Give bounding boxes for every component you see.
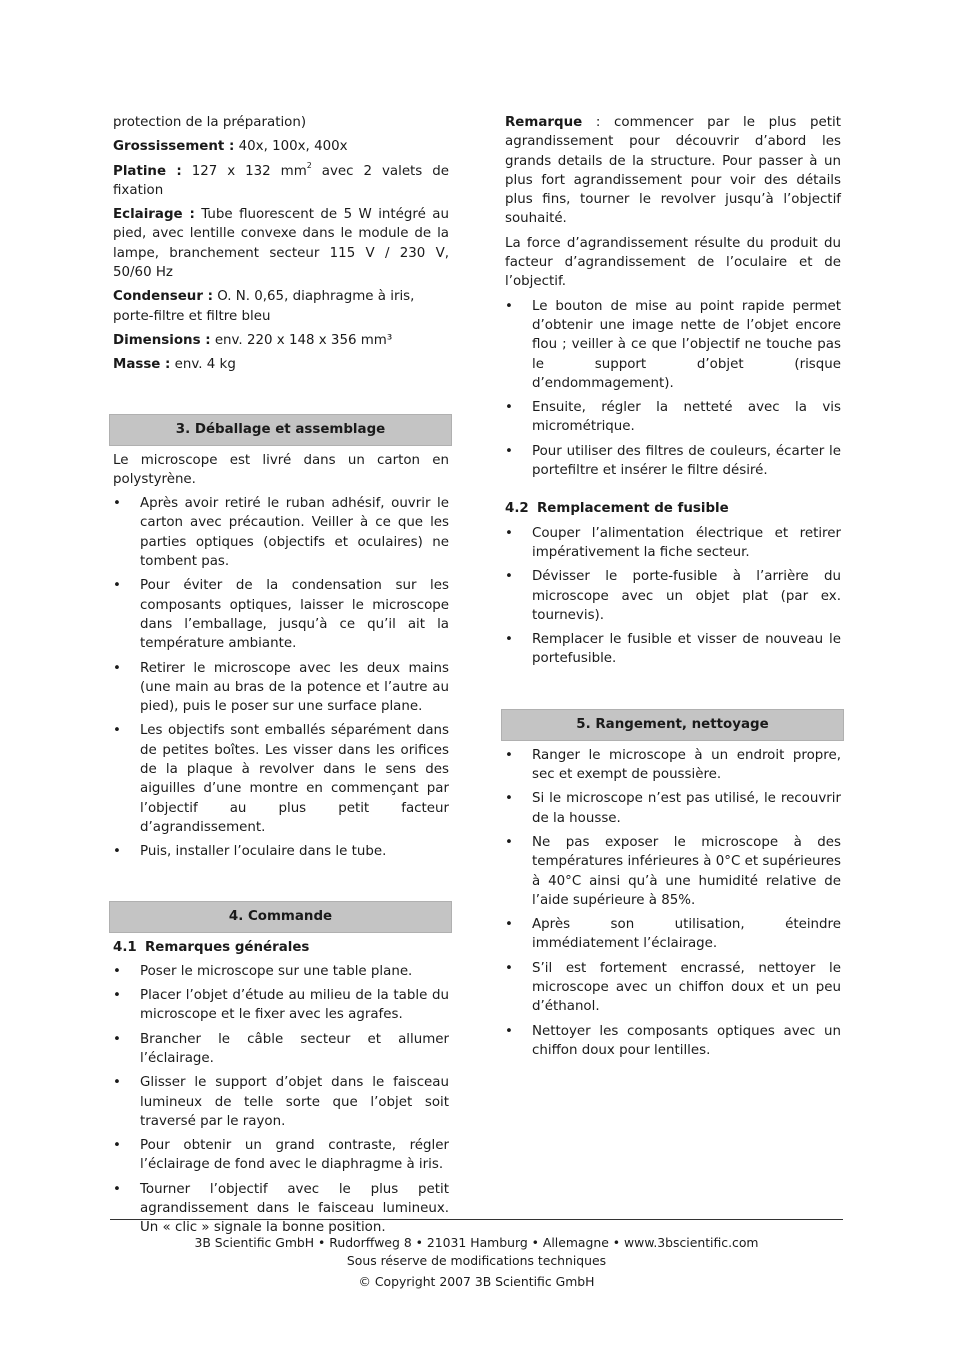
spec-stage	[113, 162, 449, 201]
footer-notice: Sous réserve de modifications techniques	[346, 1252, 607, 1268]
list-item: • Poser le microscope sur une table plane.	[113, 962, 449, 981]
spec-label: Platine :	[113, 163, 182, 179]
list-item: • Après avoir retiré le ruban adhésif, ouvrir le carton avec précaution. Veiller à ce que les parties optiques (objectifs et oculaires) ne tombent pas.	[113, 494, 449, 571]
right-column	[505, 113, 841, 1065]
section-5-list	[505, 746, 841, 1060]
section-4-heading: 4. Commande	[109, 901, 452, 933]
spec-magnification	[113, 137, 449, 156]
spec-dimensions	[113, 331, 449, 350]
footer-address: 3B Scientific GmbH • Rudorffweg 8 • 21031 Hamburg • Allemagne • www.3bscientific.com	[194, 1235, 759, 1250]
list-item: • Puis, installer l’oculaire dans le tube.	[113, 842, 449, 861]
remark-paragraph	[505, 113, 841, 229]
left-column	[113, 113, 449, 1243]
section-5-heading: 5. Rangement, nettoyage	[501, 709, 844, 741]
intro-line: protection de la préparation)	[113, 115, 307, 130]
spec-value: 40x, 100x, 400x	[234, 139, 348, 155]
spec-condenser	[113, 287, 449, 326]
list-item: • Couper l’alimentation électrique et retirer impérativement la fiche secteur.	[505, 524, 841, 563]
footer-divider	[110, 1219, 843, 1220]
spec-superscript: 2	[306, 161, 312, 171]
spec-label: Dimensions :	[113, 332, 211, 348]
focus-list	[505, 297, 841, 481]
spec-value-after: avec 2 valets de fixation	[113, 163, 449, 198]
list-item: • Brancher le câble secteur et allumer l’éclairage.	[113, 1030, 449, 1069]
section-4-1-list	[113, 962, 449, 1238]
spec-value: 127 x 132 mm	[181, 163, 307, 179]
spec-value: Tube fluorescent de 5 W intégré au pied, avec lentille convexe dans le module de la lampe, branchement secteur 115 V / 230 V, 50/60 Hz	[113, 207, 449, 281]
section-3-list	[113, 494, 449, 861]
subsection-4-1-heading	[113, 938, 449, 957]
subsection-number: 4.1	[113, 939, 137, 955]
spec-label: Condenseur :	[113, 289, 213, 305]
spec-mass	[113, 355, 449, 374]
fuse-list	[505, 524, 841, 669]
spec-label: Masse :	[113, 357, 171, 373]
list-item: • S’il est fortement encrassé, nettoyer le microscope avec un chiffon doux et un peu d’éthanol.	[505, 959, 841, 1017]
subsection-4-2-heading	[505, 499, 841, 518]
list-item: • Ensuite, régler la netteté avec la vis micrométrique.	[505, 398, 841, 437]
list-item: • Nettoyer les composants optiques avec un chiffon doux pour lentilles.	[505, 1022, 841, 1061]
magnification-paragraph: La force d’agrandissement résulte du produit du facteur d’agrandissement de l’oculaire et de l’objectif.	[505, 235, 841, 290]
list-item: • Dévisser le porte-fusible à l’arrière du microscope avec un objet plat (par ex. tournevis).	[505, 567, 841, 625]
list-item: • Les objectifs sont emballés séparément dans de petites boîtes. Les visser dans les orifices de la plaque à revolver dans le sens des aiguilles d’une montre en commençant par l’objectif au plus petit facteur d’agrandissement.	[113, 721, 449, 837]
remark-label: Remarque	[505, 115, 583, 130]
list-item: • Ne pas exposer le microscope à des températures inférieures à 0°C et supérieures à 40°C ainsi qu’à une humidité relative de l’aide supérieure à 85%.	[505, 833, 841, 910]
list-item: • Pour éviter de la condensation sur les composants optiques, laisser le microscope dans l’emballage, jusqu’à ce qu’il ait la température ambiante.	[113, 576, 449, 653]
subsection-title: Remarques générales	[145, 939, 310, 955]
subsection-title: Remplacement de fusible	[537, 501, 729, 517]
list-item: • Après son utilisation, éteindre immédiatement l’éclairage.	[505, 915, 841, 954]
spec-label: Eclairage :	[113, 207, 195, 223]
list-item: • Pour utiliser des filtres de couleurs, écarter le portefiltre et insérer le filtre désiré.	[505, 442, 841, 481]
subsection-number: 4.2	[505, 501, 529, 517]
section-3-intro: Le microscope est livré dans un carton en polystyrène.	[113, 452, 449, 487]
spec-value: env. 4 kg	[170, 357, 236, 373]
spec-label: Grossissement :	[113, 139, 235, 155]
list-item: • Tourner l’objectif avec le plus petit agrandissement dans le faisceau lumineux. Un « clic » signale la bonne position.	[113, 1180, 449, 1238]
section-3-heading: 3. Déballage et assemblage	[109, 414, 452, 446]
list-item: • Glisser le support d’objet dans le faisceau lumineux de telle sorte que l’objet soit traversé par le rayon.	[113, 1073, 449, 1131]
list-item: • Retirer le microscope avec les deux mains (une main au bras de la potence et l’autre au pied), puis le poser sur une surface plane.	[113, 659, 449, 717]
remark-text: : commencer par le plus petit agrandissement pour découvrir d’abord les grands details de la structure. Pour passer à un plus fort agrandissement pour voir des détails plus fins, tourner le revolver jusqu’à l’objectif souhaité.	[505, 115, 841, 227]
list-item: • Si le microscope n’est pas utilisé, le recouvrir de la housse.	[505, 789, 841, 828]
page-footer	[110, 1234, 843, 1291]
spec-value: env. 220 x 148 x 356 mm³	[210, 332, 393, 348]
list-item: • Pour obtenir un grand contraste, régler l’éclairage de fond avec le diaphragme à iris.	[113, 1136, 449, 1175]
spec-value: O. N. 0,65, diaphragme à iris, porte-filtre et filtre bleu	[113, 289, 415, 324]
list-item: • Placer l’objet d’étude au milieu de la table du microscope et le fixer avec les agrafes.	[113, 986, 449, 1025]
list-item: • Ranger le microscope à un endroit propre, sec et exempt de poussière.	[505, 746, 841, 785]
list-item: • Le bouton de mise au point rapide permet d’obtenir une image nette de l’objet encore flou ; veiller à ce que l’objectif ne touche pas le support d’objet (risque d’endommagement).	[505, 297, 841, 393]
list-item: • Remplacer le fusible et visser de nouveau le portefusible.	[505, 630, 841, 669]
spec-lighting	[113, 205, 449, 282]
footer-copyright: © Copyright 2007 3B Scientific GmbH	[358, 1274, 595, 1289]
